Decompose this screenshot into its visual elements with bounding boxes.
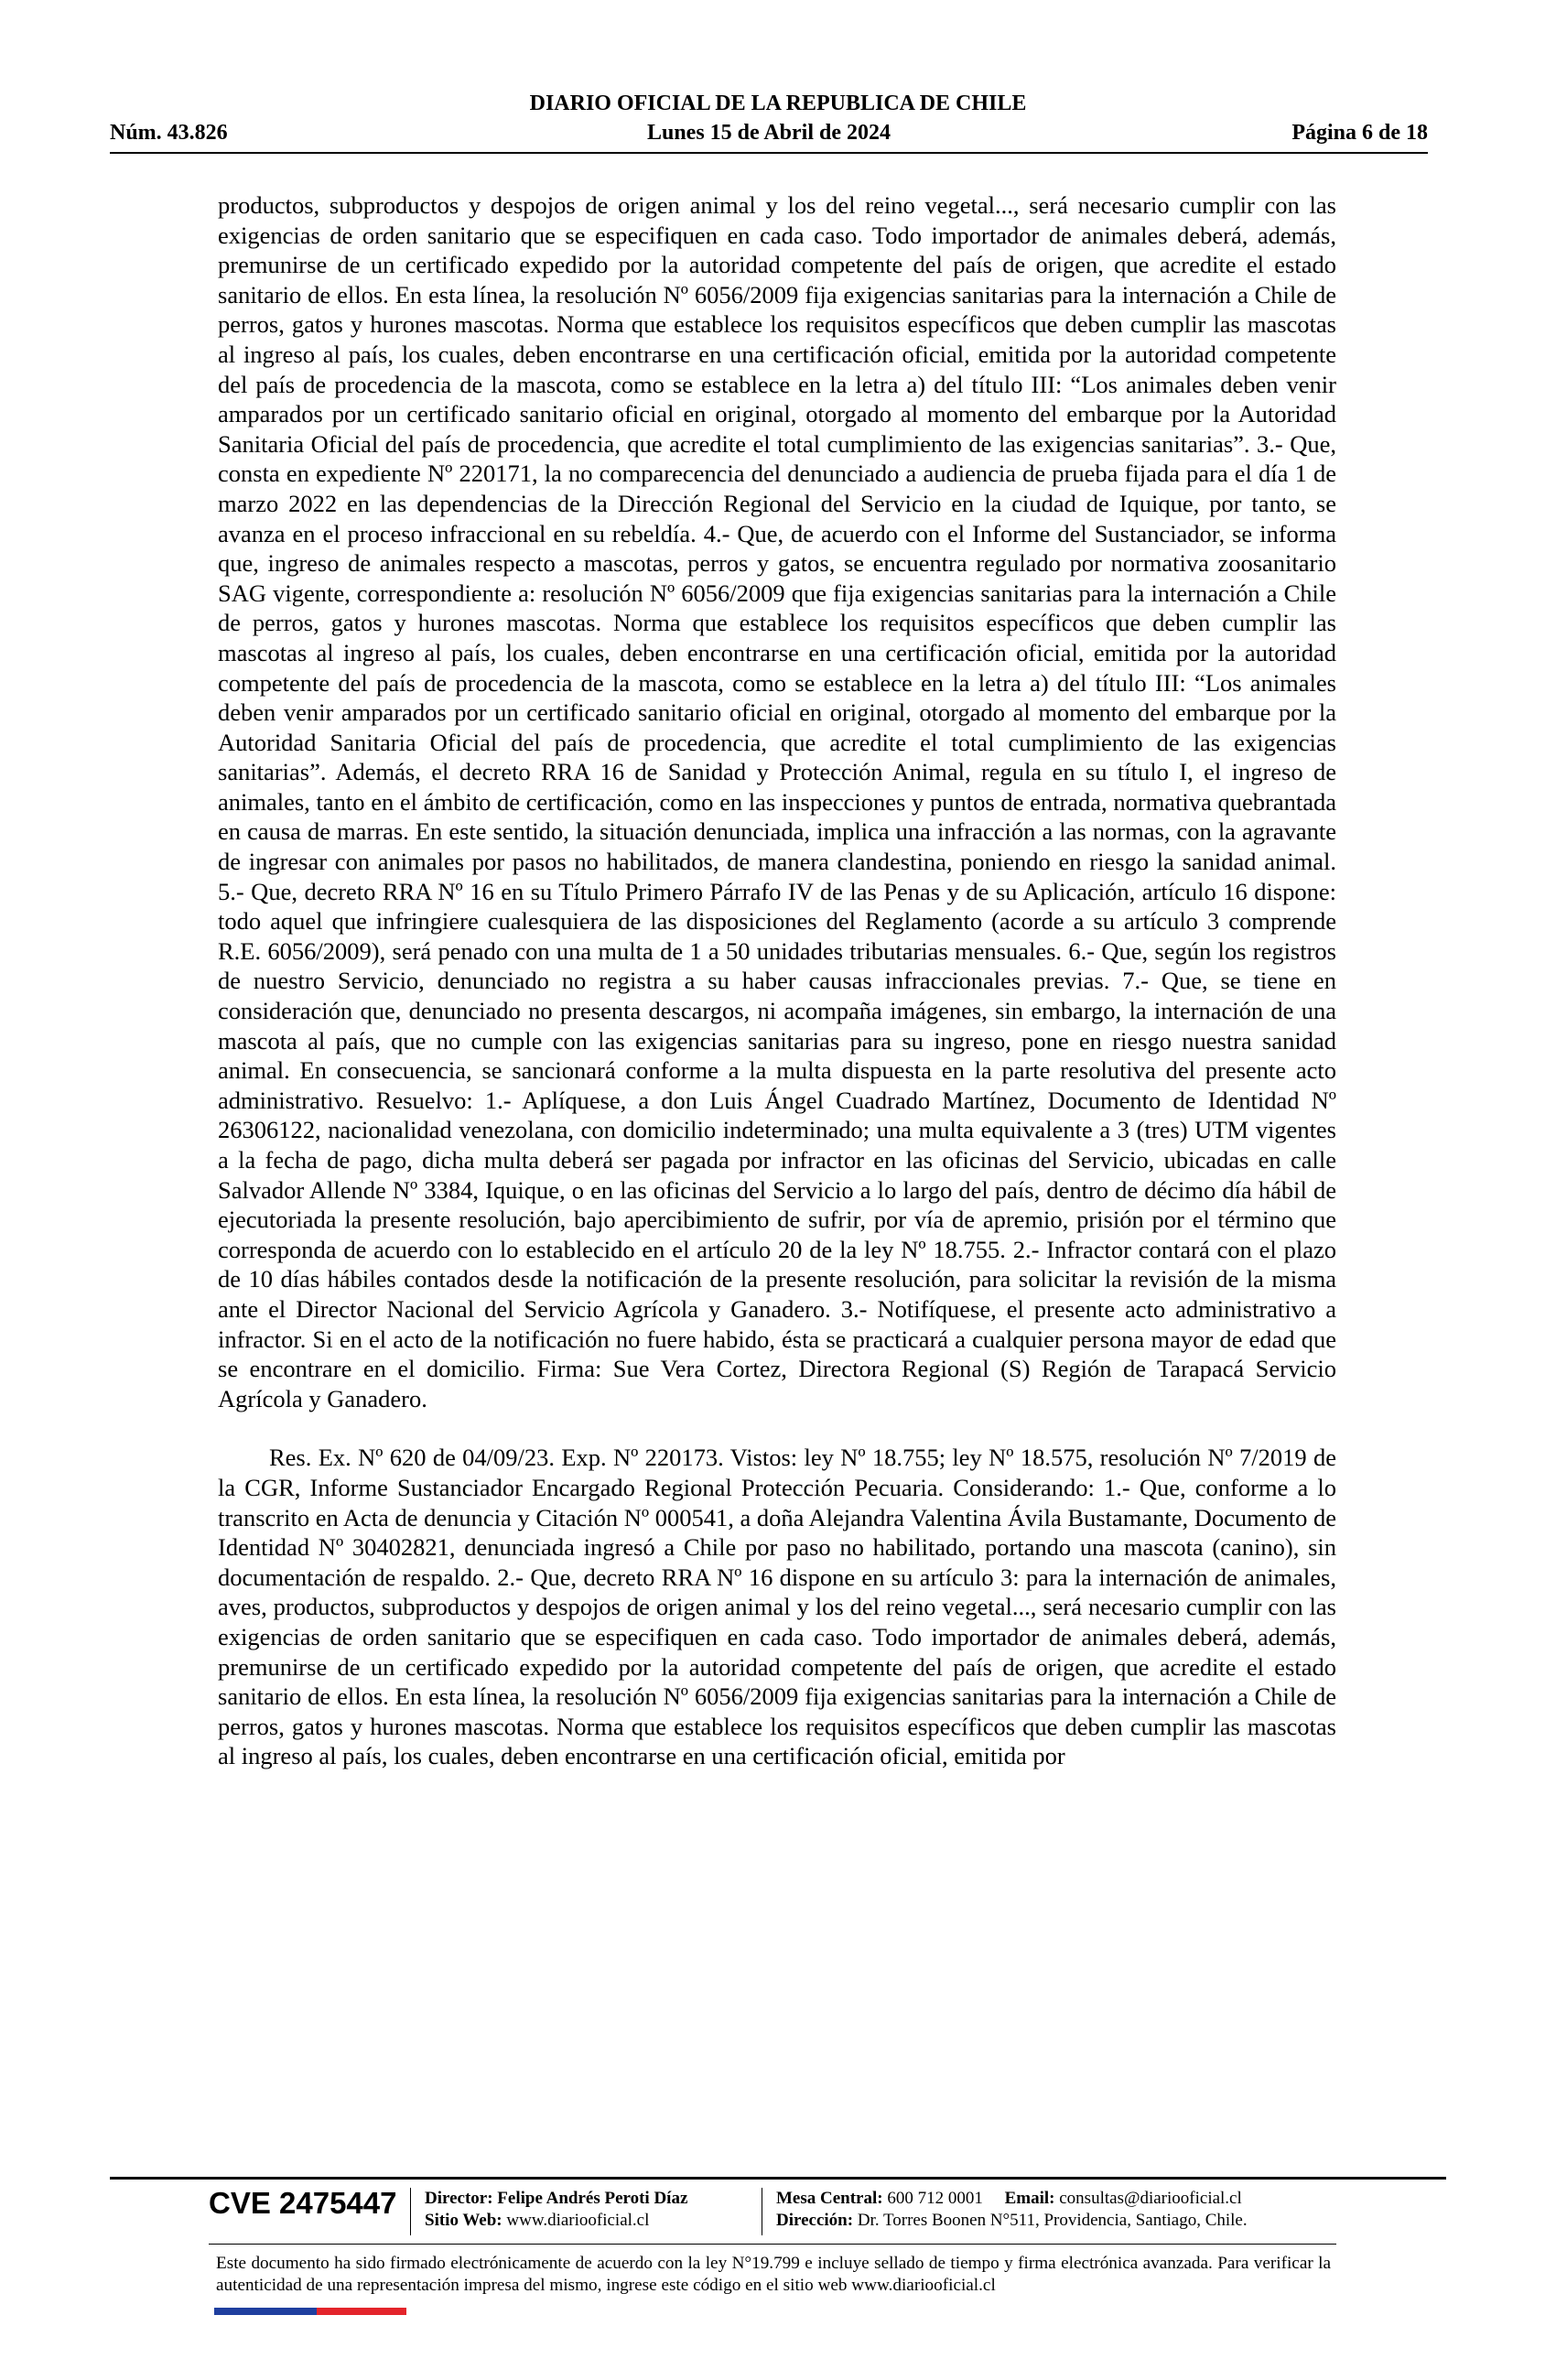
body-paragraph: productos, subproductos y despojos de origen animal y los del reino vegetal..., será necesario cumplir con las exigencias de orden sanitario que se especifiquen en cada caso. Todo importador de animales deberá, además, premunirse de un certificado expedido por la autoridad competente del país de origen, que acredite el estado sanitario de ellos. En esta línea, la resolución Nº 6056/2009 fija exigencias sanitarias para la internación a Chile de perros, gatos y hurones mascotas. Norma que establece los requisitos específicos que deben cumplir las mascotas al ingreso al país, los cuales, deben encontrarse en una certificación oficial, emitida por la autoridad competente del país de procedencia de la mascota, como se establece en la letra a) del título III: “Los animales deben venir amparados por un certificado sanitario oficial en original, otorgado al momento del embarque por la Autoridad Sanitaria Oficial del país de procedencia, que acredite el total cumplimiento de las exigencias sanitarias”. 3.- Que, consta en expediente Nº 220171, la no comparecencia del denunciado a audiencia de prueba fijada para el día 1 de marzo 2022 en las dependencias de la Dirección Regional del Servicio en la ciudad de Iquique, por tanto, se avanza en el proceso infraccional en su rebeldía. 4.- Que, de acuerdo con el Informe del Sustanciador, se informa que, ingreso de animales respecto a mascotas, perros y gatos, se encuentra regulado por normativa zoosanitario SAG vigente, correspondiente a: resolución Nº 6056/2009 que fija exigencias sanitarias para la internación a Chile de perros, gatos y hurones mascotas. Norma que establece los requisitos específicos que deben cumplir las mascotas al ingreso al país, los cuales, deben encontrarse en una certificación oficial, emitida por la autoridad competente del país de procedencia de la mascota, como se establece en la letra a) del título III: “Los animales deben venir amparados por un certificado sanitario oficial en original, otorgado al momento del embarque por la Autoridad Sanitaria Oficial del país de procedencia, que acredite el total cumplimiento de las exigencias sanitarias”. Además, el decreto RRA 16 de Sanidad y Protección Animal, regula en su título I, el ingreso de animales, tanto en el ámbito de certificación, como en las inspecciones y puntos de entrada, normativa quebrantada en causa de marras. En este sentido, la situación denunciada, implica una infracción a las normas, con la agravante de ingresar con animales por pasos no habilitados, de manera clandestina, poniendo en riesgo la sanidad animal. 5.- Que, decreto RRA Nº 16 en su Título Primero Párrafo IV de las Penas y de su Aplicación, artículo 16 dispone: todo aquel que infringiere cualesquiera de las disposiciones del Reglamento (acorde a su artículo 3 comprende R.E. 6056/2009), será penado con una multa de 1 a 50 unidades tributarias mensuales. 6.- Que, según los registros de nuestro Servicio, denunciado no registra a su haber causas infraccionales previas. 7.- Que, se tiene en consideración que, denunciado no presenta descargos, ni acompaña imágenes, sin embargo, la internación de una mascota al país, que no cumple con las exigencias sanitarias para su ingreso, pone en riesgo nuestra sanidad animal. En consecuencia, se sancionará conforme a la multa dispuesta en la parte resolutiva del presente acto administrativo. Resuelvo: 1.- Aplíquese, a don Luis Ángel Cuadrado Martínez, Documento de Identidad Nº 26306122, nacionalidad venezolana, con domicilio indeterminado; una multa equivalente a 3 (tres) UTM vigentes a la fecha de pago, dicha multa deberá ser pagada por infractor en las oficinas del Servicio, ubicadas en calle Salvador Allende Nº 3384, Iquique, o en las oficinas del Servicio a lo largo del país, dentro de décimo día hábil de ejecutoriada la presente resolución, bajo apercibimiento de sufrir, por vía de apremio, prisión por el término que corresponda de acuerdo con lo establecido en el artículo 20 de la ley Nº 18.755. 2.- Infractor contará con el plazo de 10 días hábiles contados desde la notificación de la presente resolución, para solicitar la revisión de la misma ante el Director Nacional del Servicio Agrícola y Ganadero. 3.- Notifíquese, el presente acto administrativo a infractor. Si en el acto de la notificación no fuere habido, ésta se practicará a cualquier persona mayor de edad que se encontrare en el domicilio. Firma: Sue Vera Cortez, Directora Regional (S) Región de Tarapacá Servicio Agrícola y Ganadero. xyxy=(218,191,1336,1412)
flag-stripe-blue xyxy=(214,2308,317,2315)
email-label: Email: xyxy=(1004,2189,1055,2208)
issue-number: Núm. 43.826 xyxy=(110,121,228,145)
email-link[interactable]: consultas@diariooficial.cl xyxy=(1059,2189,1242,2208)
issue-date: Lunes 15 de Abril de 2024 xyxy=(646,121,891,145)
address-value: Dr. Torres Boonen N°511, Providencia, Santiago, Chile. xyxy=(857,2211,1248,2230)
header-divider xyxy=(110,152,1428,154)
flag-stripe-red xyxy=(317,2308,406,2315)
footer-director-block xyxy=(425,2188,687,2232)
director-label: Director: xyxy=(425,2189,493,2208)
publication-title: DIARIO OFICIAL DE LA REPUBLICA DE CHILE xyxy=(529,92,1027,115)
cve-code: CVE 2475447 xyxy=(209,2186,397,2220)
central-label: Mesa Central: xyxy=(776,2189,883,2208)
footer-separator xyxy=(410,2188,411,2235)
page-indicator: Página 6 de 18 xyxy=(1291,121,1428,145)
body-paragraph: Res. Ex. Nº 620 de 04/09/23. Exp. Nº 220173. Vistos: ley Nº 18.755; ley Nº 18.575, resolución Nº 7/2019 de la CGR, Informe Sustanciador Encargado Regional Protección Pecuaria. Considerando: 1.- Que, conforme a lo transcrito en Acta de denuncia y Citación Nº 000541, a doña Alejandra Valentina Ávila Bustamante, Documento de Identidad Nº 30402821, denunciada ingresó a Chile por paso no habilitado, portando una mascota (canino), sin documentación de respaldo. 2.- Que, decreto RRA Nº 16 dispone en su artículo 3: para la internación de animales, aves, productos, subproductos y despojos de origen animal y los del reino vegetal..., será necesario cumplir con las exigencias de orden sanitario que se especifiquen en cada caso. Todo importador de animales deberá, además, premunirse de un certificado expedido por la autoridad competente del país de origen, que acredite el estado sanitario de ellos. En esta línea, la resolución Nº 6056/2009 fija exigencias sanitarias para la internación a Chile de perros, gatos y hurones mascotas. Norma que establece los requisitos específicos que deben cumplir las mascotas al ingreso al país, los cuales, deben encontrarse en una certificación oficial, emitida por xyxy=(218,1444,1336,1770)
footer-divider-thin xyxy=(209,2244,1336,2245)
header-row xyxy=(110,121,1428,148)
website-label: Sitio Web: xyxy=(425,2211,502,2230)
document-body xyxy=(218,190,1336,1771)
central-phone: 600 712 0001 xyxy=(887,2189,983,2208)
address-label: Dirección: xyxy=(776,2211,854,2230)
footer-contact-block xyxy=(776,2188,1248,2232)
signature-notice: Este documento ha sido firmado electrónicamente de acuerdo con la ley N°19.799 e incluye sellado de tiempo y firma electrónica avanzada. Para verificar la autenticidad de una representación impresa del mismo, ingrese este código en el sitio web www.diariooficial.cl xyxy=(216,2254,1331,2295)
director-name: Felipe Andrés Peroti Díaz xyxy=(497,2189,688,2208)
footer-divider xyxy=(110,2177,1446,2180)
website-link[interactable]: www.diariooficial.cl xyxy=(506,2211,650,2230)
